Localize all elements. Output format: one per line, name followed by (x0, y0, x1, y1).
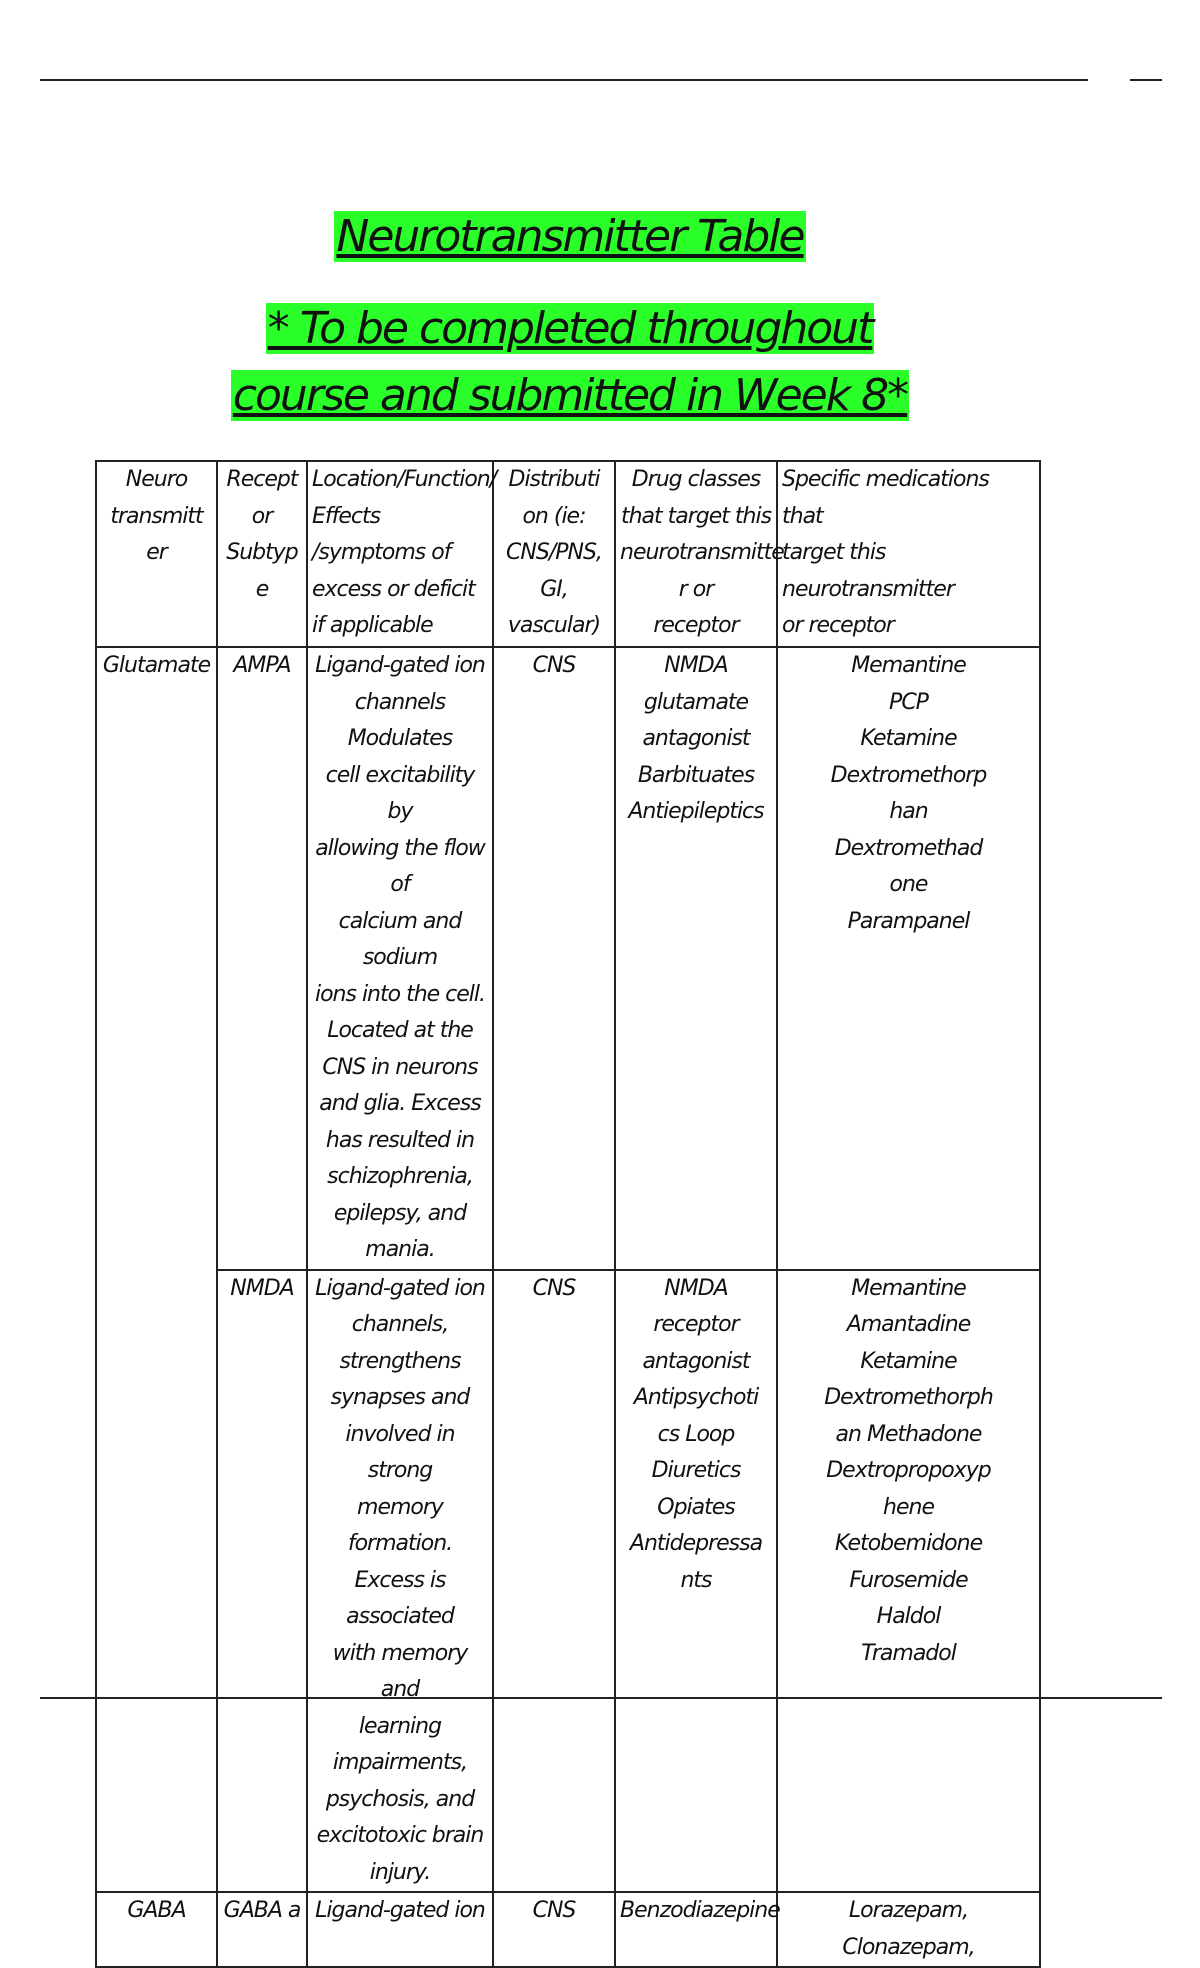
header-neurotransmitter: Neuro transmitt er (96, 461, 217, 647)
cell-medications: Lorazepam, Clonazepam, (777, 1892, 1040, 1967)
cell-receptor: AMPA (217, 647, 307, 1270)
header-drug-classes: Drug classes that target this neurotransmitte r or receptor (615, 461, 777, 647)
header-location-function: Location/Function/ Effects /symptoms of excess or deficit if applicable (307, 461, 493, 647)
header-specific-medications: Specific medications that target this neurotransmitter or receptor (777, 461, 1040, 647)
cell-medications: Memantine Amantadine Ketamine Dextromethorph an Methadone Dextropropoxyp hene Ketobemidone Furosemide Haldol Tramadol (777, 1270, 1040, 1893)
header-receptor-subtype: Recept or Subtyp e (217, 461, 307, 647)
header-distribution: Distributi on (ie: CNS/PNS, GI, vascular) (493, 461, 615, 647)
cell-location: Ligand-gated ion (307, 1892, 493, 1967)
neurotransmitter-table (95, 460, 1041, 1968)
document-title-wrap (0, 208, 1140, 266)
document-subtitle-wrap-2 (0, 367, 1140, 425)
cell-neurotransmitter: GABA (96, 1892, 217, 1967)
cell-distribution: CNS (493, 1892, 615, 1967)
document-subtitle-wrap-1 (0, 300, 1140, 358)
cell-receptor: GABA a (217, 1892, 307, 1967)
header-rule-short (1130, 79, 1162, 81)
table-header-row (96, 461, 1040, 647)
cell-location: Ligand-gated ion channels Modulates cell excitability by allowing the flow of calcium and sodium ions into the cell. Located at the CNS in neurons and glia. Excess has resulted in schizophrenia, epilepsy, and mania. (307, 647, 493, 1270)
cell-drug-classes: NMDA glutamate antagonist Barbituates Antiepileptics (615, 647, 777, 1270)
document-title: Neurotransmitter Table (336, 211, 804, 262)
table-row (96, 1270, 1040, 1893)
table-row (96, 647, 1040, 1270)
cell-medications: Memantine PCP Ketamine Dextromethorp han Dextromethad one Parampanel (777, 647, 1040, 1270)
cell-receptor: NMDA (217, 1270, 307, 1893)
header-rule (40, 79, 1088, 81)
document-subtitle-line-2: course and submitted in Week 8* (232, 370, 908, 421)
table-row (96, 1892, 1040, 1967)
cell-drug-classes: NMDA receptor antagonist Antipsychoti cs Loop Diuretics Opiates Antidepressa nts (615, 1270, 777, 1893)
cell-location: Ligand-gated ion channels, strengthens synapses and involved in strong memory formation. Excess is associated with memory and learning impairments, psychosis, and excitotoxic brain injury. (307, 1270, 493, 1893)
cell-drug-classes: Benzodiazepine (615, 1892, 777, 1967)
cell-distribution: CNS (493, 647, 615, 1270)
document-subtitle-line-1: * To be completed throughout (267, 303, 873, 354)
cell-neurotransmitter: Glutamate (96, 647, 217, 1892)
cell-distribution: CNS (493, 1270, 615, 1893)
footer-rule (40, 1697, 1162, 1699)
